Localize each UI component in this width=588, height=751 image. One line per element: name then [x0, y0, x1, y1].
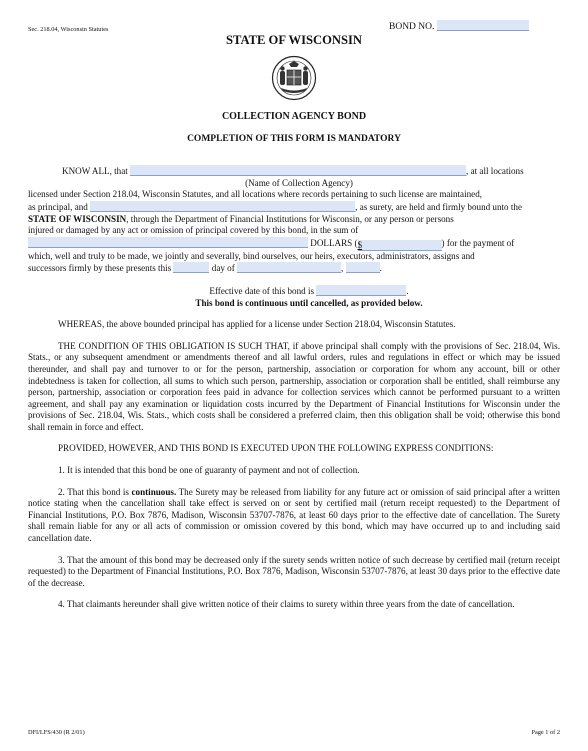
item2-bold: continuous.: [131, 486, 177, 497]
principal-text: as principal, and: [28, 201, 88, 212]
effective-date-period: .: [406, 285, 409, 296]
state-title: STATE OF WISCONSIN: [225, 33, 362, 47]
state-line-text: , through the Department of Financial Institutions for Wisconsin, or any person or persons: [126, 213, 454, 224]
state-line: [28, 214, 560, 226]
collection-agency-name-field[interactable]: [130, 165, 466, 176]
header-row: [28, 20, 560, 34]
date-period: .: [379, 263, 382, 274]
condition-item-3: 3. That the amount of this bond may be decreased only if the surety sends written notice of such decrease by certified mail (return receipt requested) to the Department of Financial Institutions, P.O. Box 7876, Madison, Wisconsin 53707-7876, at least 30 days prior to the effective date of the decrease.: [28, 554, 560, 588]
agency-name-caption: (Name of Collection Agency): [245, 177, 353, 188]
effective-date-line: [28, 285, 560, 298]
day-of-text: day of: [211, 263, 235, 274]
principal-line: [28, 201, 560, 214]
item2-lead: 2. That this bond is: [58, 486, 132, 497]
dollars-tail: ) for the payment of: [441, 237, 515, 248]
statute-reference: Sec. 218.04, Wisconsin Statutes: [28, 26, 109, 33]
condition-paragraph: THE CONDITION OF THIS OBLIGATION IS SUCH THAT, if above principal shall comply with the provisions of Sec. 218.04, Wis. Stats., or any subsequent amendment or amendments thereof and all lawful orders, rules and regulations in effect or which may be issued thereunder, and shall pay and turnover to or for the person, partnership, association or corporation for whom any account, bill or other indebtedness is taken for collection, all sums to which such person, partnership, association or corporation shall be entitled, shall reimburse any person, partnership, association or corporation fees paid in advance for collection services which cannot be performed pursuant to a written agreement, and shall pay any examination or liquidation costs incurred by the Department of Financial Institutions for Wisconsin under the provisions of Sec. 218.04, Wis. Stats., which costs shall be considered a preferred claim, then this obligation shall be void; otherwise this bond shall remain in force and effect.: [28, 340, 560, 432]
amount-words-field[interactable]: [28, 237, 308, 248]
know-all-tail: , at all locations: [466, 166, 524, 177]
amount-figure-field[interactable]: [358, 240, 442, 251]
dollar-sign: $: [357, 239, 363, 250]
condition-item-1: 1. It is intended that this bond be one of guaranty of payment and not of collection.: [58, 465, 360, 476]
presents-text: successors firmly by these presents this: [28, 263, 172, 274]
condition-item-4: 4. That claimants hereunder shall give written notice of their claims to surety within three years from the date of cancellation.: [58, 599, 515, 610]
mandatory-notice: COMPLETION OF THIS FORM IS MANDATORY: [187, 133, 401, 144]
know-all-lead: KNOW ALL, that: [62, 166, 128, 177]
whereas-paragraph: WHEREAS, the above bounded principal has applied for a license under Section 218.04, Wisconsin Statutes.: [58, 319, 456, 330]
year-field[interactable]: [346, 262, 380, 273]
bond-no-text: BOND NO.: [389, 22, 435, 32]
bond-title: COLLECTION AGENCY BOND: [221, 111, 367, 122]
date-comma: ,: [341, 263, 344, 274]
state-bold-text: STATE OF WISCONSIN: [28, 213, 127, 224]
form-id: DFI/LFS/430 (R 2/01): [28, 729, 85, 736]
effective-date-field[interactable]: [316, 285, 409, 296]
dollars-label: DOLLARS (: [310, 237, 358, 248]
jointly-line: which, well and truly to be made, we jointly and severally, bind ourselves, our heirs, executors, administrators, assigns and: [28, 250, 475, 261]
item2-body: The Surety may be released from liability for any future act or omission of said principal after a written notice stating when the cancellation shall take effect is served on or sent by certified mail (return receipt requested) to the Department of Financial Institutions, P.O. Box 7876, Madison, Wisconsin 53707-7876, at least 60 days prior to the effective date of cancellation. The Surety shall remain liable for any or all acts of commission or omission covered by this bond, which may have occurred up to and including said cancellation date.: [28, 486, 560, 544]
licensed-line: licensed under Section 218.04, Wisconsin Statutes, and all locations where records pertaining to such license are maintained,: [28, 189, 483, 200]
know-all-line: [28, 165, 560, 178]
continuous-notice: This bond is continuous until cancelled, as provided below.: [195, 297, 423, 308]
dollars-line: [28, 237, 560, 251]
presents-line: [28, 262, 560, 275]
surety-text: , as surety, are held and firmly bound unto the: [355, 201, 522, 212]
bond-number-label: [389, 20, 529, 34]
page-footer: [28, 727, 560, 739]
condition-item-2: [28, 487, 560, 545]
day-field[interactable]: [173, 262, 209, 273]
month-field[interactable]: [237, 262, 344, 274]
bond-number-field[interactable]: [437, 20, 529, 31]
effective-date-label: Effective date of this bond is: [209, 285, 315, 296]
wisconsin-state-seal-icon: [271, 55, 317, 101]
sum-line: injured or damaged by any act or omission of principal covered by this bond, in the sum of: [28, 225, 359, 236]
provided-paragraph: PROVIDED, HOWEVER, AND THIS BOND IS EXECUTED UPON THE FOLLOWING EXPRESS CONDITIONS:: [58, 443, 494, 454]
page-number: Page 1 of 2: [531, 729, 560, 736]
surety-name-field[interactable]: [90, 201, 355, 212]
